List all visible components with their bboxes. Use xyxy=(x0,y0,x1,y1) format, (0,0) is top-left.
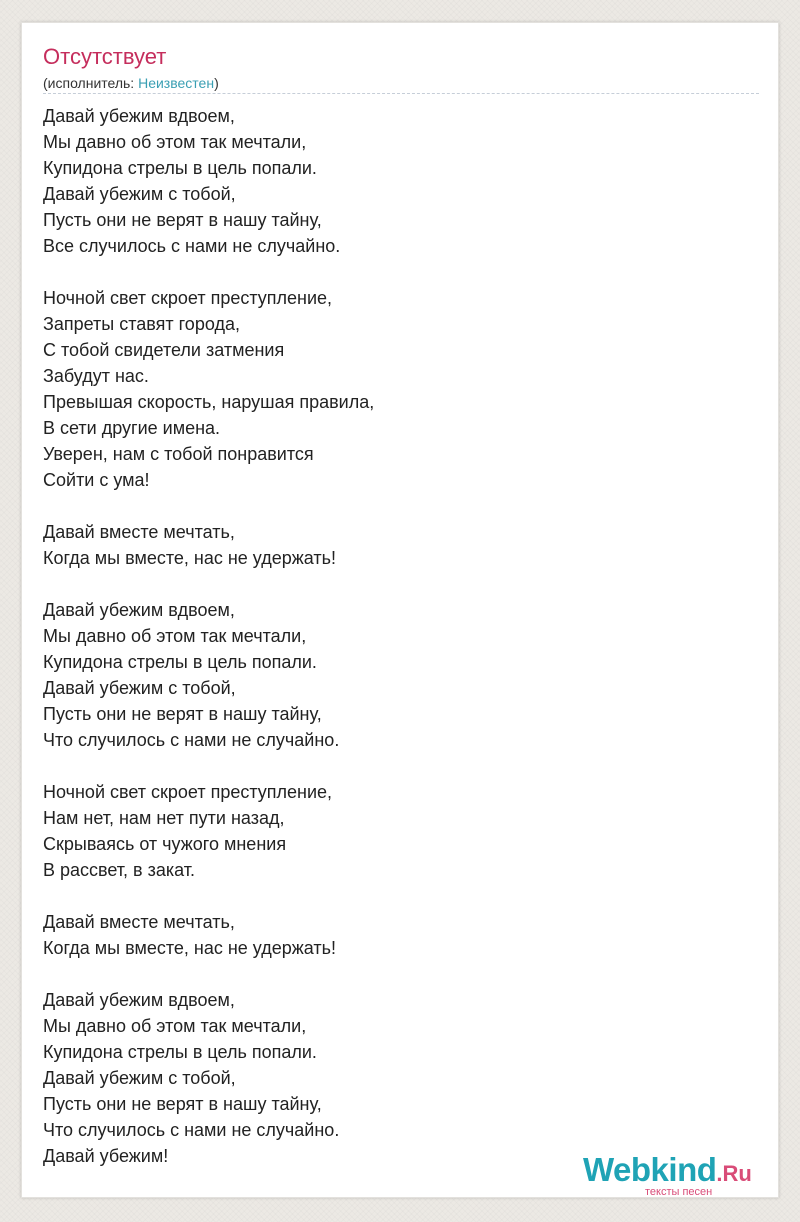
lyrics-line: Пусть они не верят в нашу тайну, xyxy=(43,210,322,230)
lyrics-line: Что случилось с нами не случайно. xyxy=(43,730,340,750)
lyrics-line: Давай убежим с тобой, xyxy=(43,678,236,698)
lyrics-line: Превышая скорость, нарушая правила, xyxy=(43,392,375,412)
lyrics-stanza xyxy=(43,909,374,961)
lyrics-stanza xyxy=(43,285,374,493)
performer-suffix: ) xyxy=(214,75,219,91)
lyrics-line: Запреты ставят города, xyxy=(43,314,240,334)
lyrics-line: Ночной свет скроет преступление, xyxy=(43,782,333,802)
lyrics-line: С тобой свидетели затмения xyxy=(43,340,285,360)
lyrics-line: Мы давно об этом так мечтали, xyxy=(43,626,307,646)
webkind-logo xyxy=(583,1151,783,1197)
logo-tld: .Ru xyxy=(716,1161,752,1186)
lyrics-stanza xyxy=(43,779,374,883)
lyrics-line: Мы давно об этом так мечтали, xyxy=(43,132,307,152)
performer-link[interactable]: Неизвестен xyxy=(138,75,215,91)
lyrics-line: Давай убежим вдвоем, xyxy=(43,600,235,620)
lyrics-line: Купидона стрелы в цель попали. xyxy=(43,1042,317,1062)
lyrics-line: Пусть они не верят в нашу тайну, xyxy=(43,704,322,724)
logo-tagline: тексты песен xyxy=(645,1186,713,1198)
lyrics-line: В рассвет, в закат. xyxy=(43,860,196,880)
lyrics-body xyxy=(43,103,374,1169)
lyrics-line: Купидона стрелы в цель попали. xyxy=(43,158,317,178)
lyrics-stanza xyxy=(43,987,374,1169)
lyrics-line: Скрываясь от чужого мнения xyxy=(43,834,287,854)
lyrics-line: Мы давно об этом так мечтали, xyxy=(43,1016,307,1036)
performer-info xyxy=(43,74,219,92)
lyrics-stanza xyxy=(43,597,374,753)
lyrics-line: В сети другие имена. xyxy=(43,418,221,438)
lyrics-line: Купидона стрелы в цель попали. xyxy=(43,652,317,672)
performer-prefix: (исполнитель: xyxy=(43,75,139,91)
lyrics-card xyxy=(21,22,779,1198)
lyrics-line: Давай убежим вдвоем, xyxy=(43,990,235,1010)
lyrics-line: Давай убежим! xyxy=(43,1146,169,1166)
song-title: Отсутствует xyxy=(43,44,167,69)
lyrics-line: Ночной свет скроет преступление, xyxy=(43,288,333,308)
lyrics-line: Давай убежим с тобой, xyxy=(43,1068,236,1088)
lyrics-line: Все случилось с нами не случайно. xyxy=(43,236,341,256)
lyrics-line: Что случилось с нами не случайно. xyxy=(43,1120,340,1140)
lyrics-line: Нам нет, нам нет пути назад, xyxy=(43,808,285,828)
lyrics-line: Когда мы вместе, нас не удержать! xyxy=(43,548,336,568)
lyrics-line: Давай вместе мечтать, xyxy=(43,522,235,542)
lyrics-line: Пусть они не верят в нашу тайну, xyxy=(43,1094,322,1114)
lyrics-line: Давай вместе мечтать, xyxy=(43,912,235,932)
lyrics-line: Забудут нас. xyxy=(43,366,149,386)
lyrics-line: Давай убежим вдвоем, xyxy=(43,106,235,126)
lyrics-stanza xyxy=(43,103,374,259)
lyrics-stanza xyxy=(43,519,374,571)
logo-name: Webkind xyxy=(583,1151,717,1188)
title-divider xyxy=(43,93,759,94)
lyrics-line: Давай убежим с тобой, xyxy=(43,184,236,204)
lyrics-line: Когда мы вместе, нас не удержать! xyxy=(43,938,336,958)
lyrics-line: Уверен, нам с тобой понравится xyxy=(43,444,314,464)
lyrics-line: Сойти с ума! xyxy=(43,470,150,490)
